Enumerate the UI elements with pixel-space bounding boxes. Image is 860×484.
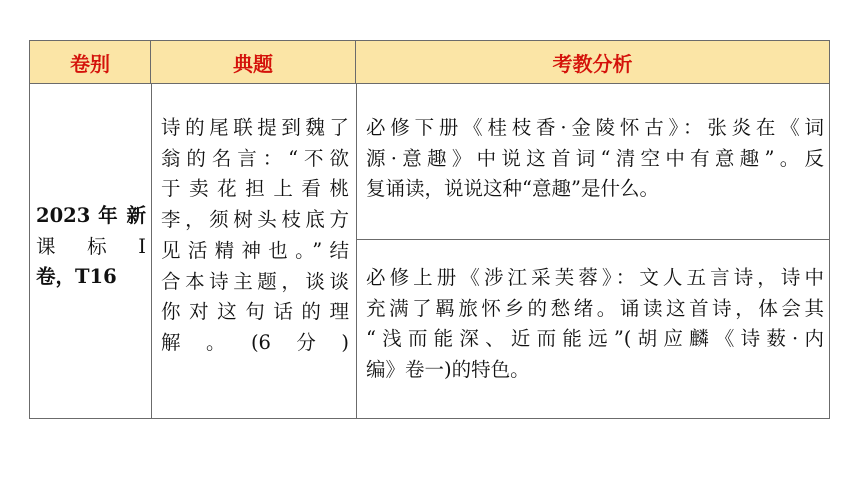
typical-question-cell	[161, 113, 349, 359]
question-line: 翁的名言：“不欲	[161, 146, 349, 170]
exam-volume-line: 2023 年 新	[36, 204, 146, 227]
analysis-line: 复诵读，说说这种“意趣”是什么。	[366, 177, 659, 201]
column-divider	[356, 84, 357, 418]
analysis-line: 充满了羁旅怀乡的愁绪。诵读这首诗，体会其	[366, 296, 824, 320]
question-line: 你对这句话的理	[161, 300, 349, 324]
question-line: 李，须树头枝底方	[161, 208, 349, 232]
exam-volume-cell	[36, 201, 146, 293]
table-header-row	[30, 41, 829, 84]
header-typical-question: 典题	[151, 41, 356, 83]
analysis-line: 必修上册《涉江采芙蓉》：文人五言诗，诗中	[366, 266, 824, 289]
analysis-cell-2	[366, 263, 824, 386]
question-line: 合本诗主题，谈谈	[161, 269, 349, 293]
column-divider	[151, 84, 152, 418]
header-exam-volume: 卷别	[30, 41, 151, 83]
analysis-cell-1	[366, 113, 824, 205]
analysis-table	[29, 40, 830, 419]
exam-volume-line: 卷，T16	[36, 265, 117, 289]
question-line: 见活精神也。”结	[161, 238, 349, 262]
question-line: 解。(6分)	[161, 330, 349, 354]
question-line: 诗的尾联提到魏了	[161, 116, 349, 139]
row-divider	[356, 239, 829, 240]
analysis-line: “浅而能深、近而能远”(胡应麟《诗薮·内	[366, 327, 824, 351]
analysis-line: 源·意趣》中说这首词“清空中有意趣”。反	[366, 146, 824, 170]
question-line: 于卖花担上看桃	[161, 177, 349, 201]
exam-volume-line: 课 标 Ⅰ	[36, 234, 146, 258]
header-exam-teaching-analysis: 考教分析	[552, 51, 633, 76]
analysis-line: 必修下册《桂枝香·金陵怀古》：张炎在《词	[366, 116, 824, 139]
analysis-line: 编》卷一)的特色。	[366, 358, 530, 382]
